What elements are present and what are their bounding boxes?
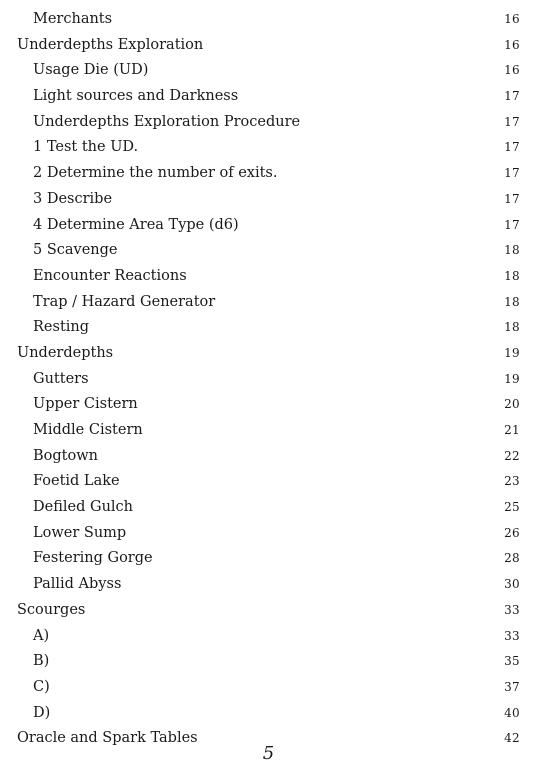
toc-entry-page[interactable]: 42 xyxy=(504,731,520,746)
toc-entry-page[interactable]: 22 xyxy=(504,448,520,463)
toc-entry-page[interactable]: 19 xyxy=(504,345,520,360)
toc-entry[interactable] xyxy=(0,367,537,393)
toc-entry-title[interactable]: Pallid Abyss xyxy=(33,576,122,593)
toc-entry-title[interactable]: Scourges xyxy=(17,601,86,618)
toc-entry-page[interactable]: 16 xyxy=(504,37,520,52)
toc-entry[interactable] xyxy=(0,187,537,213)
toc-entry-title[interactable]: Trap / Hazard Generator xyxy=(33,293,216,310)
toc-entry[interactable] xyxy=(0,238,537,264)
toc-entry-title[interactable]: Resting xyxy=(33,319,90,336)
toc-entry-page[interactable]: 37 xyxy=(504,679,520,694)
toc-entry-page[interactable]: 21 xyxy=(504,423,520,437)
toc-entry-page[interactable]: 17 xyxy=(504,89,520,104)
toc-entry-title[interactable]: Merchants xyxy=(33,11,113,27)
toc-entry-page[interactable]: 18 xyxy=(504,320,520,335)
toc-entry-page[interactable]: 23 xyxy=(504,474,520,489)
toc-entry[interactable] xyxy=(0,84,537,110)
toc-entry-title[interactable]: B) xyxy=(33,653,50,670)
toc-entry-page[interactable]: 28 xyxy=(504,551,520,566)
toc-entry[interactable] xyxy=(0,572,537,598)
toc-entry-title[interactable]: Underdepths xyxy=(17,344,114,361)
toc-entry[interactable] xyxy=(0,418,537,444)
toc-entry[interactable] xyxy=(0,392,537,418)
toc-entry-page[interactable]: 17 xyxy=(504,217,520,232)
toc-entry[interactable] xyxy=(0,58,537,84)
toc-entry-title[interactable]: D) xyxy=(33,704,51,721)
toc-entry-title[interactable]: 5 Scavenge xyxy=(33,242,118,259)
toc-entry[interactable] xyxy=(0,161,537,187)
toc-entry-title[interactable]: A) xyxy=(33,627,50,644)
toc-entry[interactable] xyxy=(0,264,537,290)
toc-entry[interactable] xyxy=(0,110,537,136)
toc-entry-title[interactable]: Lower Sump xyxy=(33,524,127,541)
toc-entry[interactable] xyxy=(0,7,537,33)
toc-entry-page[interactable]: 40 xyxy=(504,705,520,720)
toc-entry-page[interactable]: 17 xyxy=(504,114,520,129)
toc-entry[interactable] xyxy=(0,521,537,547)
toc-entry-title[interactable]: Defiled Gulch xyxy=(33,499,134,516)
toc-entry-page[interactable]: 33 xyxy=(504,628,520,643)
toc-entry-page[interactable]: 16 xyxy=(504,12,520,26)
toc-entry-page[interactable]: 18 xyxy=(504,294,520,309)
toc-entry[interactable] xyxy=(0,469,537,495)
toc-entry-title[interactable]: Foetid Lake xyxy=(33,473,120,490)
toc-entry-title[interactable]: 3 Describe xyxy=(33,190,113,207)
toc-entry-title[interactable]: Usage Die (UD) xyxy=(33,62,149,79)
toc-entry-title[interactable]: Underdepths Exploration xyxy=(17,36,204,53)
toc-entry-page[interactable]: 16 xyxy=(504,63,520,78)
page-number: 5 xyxy=(262,743,275,764)
toc-entry-page[interactable]: 30 xyxy=(504,577,520,592)
toc-entry-page[interactable]: 33 xyxy=(504,602,520,617)
toc-entry-title[interactable]: Gutters xyxy=(33,370,89,387)
toc-entry-page[interactable]: 25 xyxy=(504,500,520,515)
toc-entry[interactable] xyxy=(0,649,537,675)
toc-entry-title[interactable]: Encounter Reactions xyxy=(33,267,187,284)
toc-entry-title[interactable]: 4 Determine Area Type (d6) xyxy=(33,216,239,233)
toc-entry-title[interactable]: Bogtown xyxy=(33,447,98,464)
toc-entry[interactable] xyxy=(0,315,537,341)
toc-entry-page[interactable]: 18 xyxy=(504,268,520,283)
toc-entry[interactable] xyxy=(0,701,537,727)
toc-entry-page[interactable]: 17 xyxy=(504,191,520,206)
toc-entry-title[interactable]: 1 Test the UD. xyxy=(33,139,139,156)
toc-entry-page[interactable]: 18 xyxy=(504,243,520,258)
toc-entry[interactable] xyxy=(0,495,537,521)
table-of-contents xyxy=(0,7,537,752)
toc-entry-page[interactable]: 20 xyxy=(504,397,520,412)
toc-entry[interactable] xyxy=(0,33,537,59)
toc-entry[interactable] xyxy=(0,341,537,367)
toc-entry-page[interactable]: 17 xyxy=(504,166,520,181)
toc-entry[interactable] xyxy=(0,675,537,701)
toc-entry[interactable] xyxy=(0,624,537,650)
toc-entry-page[interactable]: 35 xyxy=(504,654,520,669)
toc-entry-title[interactable]: 2 Determine the number of exits. xyxy=(33,165,278,182)
toc-entry-page[interactable]: 17 xyxy=(504,140,520,155)
toc-entry-page[interactable]: 26 xyxy=(504,525,520,540)
toc-entry[interactable] xyxy=(0,290,537,316)
toc-entry-page[interactable]: 19 xyxy=(504,371,520,386)
toc-entry[interactable] xyxy=(0,546,537,572)
toc-entry-title[interactable]: C) xyxy=(33,678,50,695)
toc-entry[interactable] xyxy=(0,598,537,624)
toc-entry[interactable] xyxy=(0,213,537,239)
toc-entry-title[interactable]: Upper Cistern xyxy=(33,396,138,413)
toc-entry-title[interactable]: Light sources and Darkness xyxy=(33,88,239,105)
toc-entry-title[interactable]: Underdepths Exploration Procedure xyxy=(33,113,301,130)
toc-entry-title[interactable]: Oracle and Spark Tables xyxy=(17,730,198,747)
toc-entry[interactable] xyxy=(0,444,537,470)
toc-entry-title[interactable]: Festering Gorge xyxy=(33,550,153,567)
toc-entry[interactable] xyxy=(0,135,537,161)
toc-entry-title[interactable]: Middle Cistern xyxy=(33,422,143,438)
